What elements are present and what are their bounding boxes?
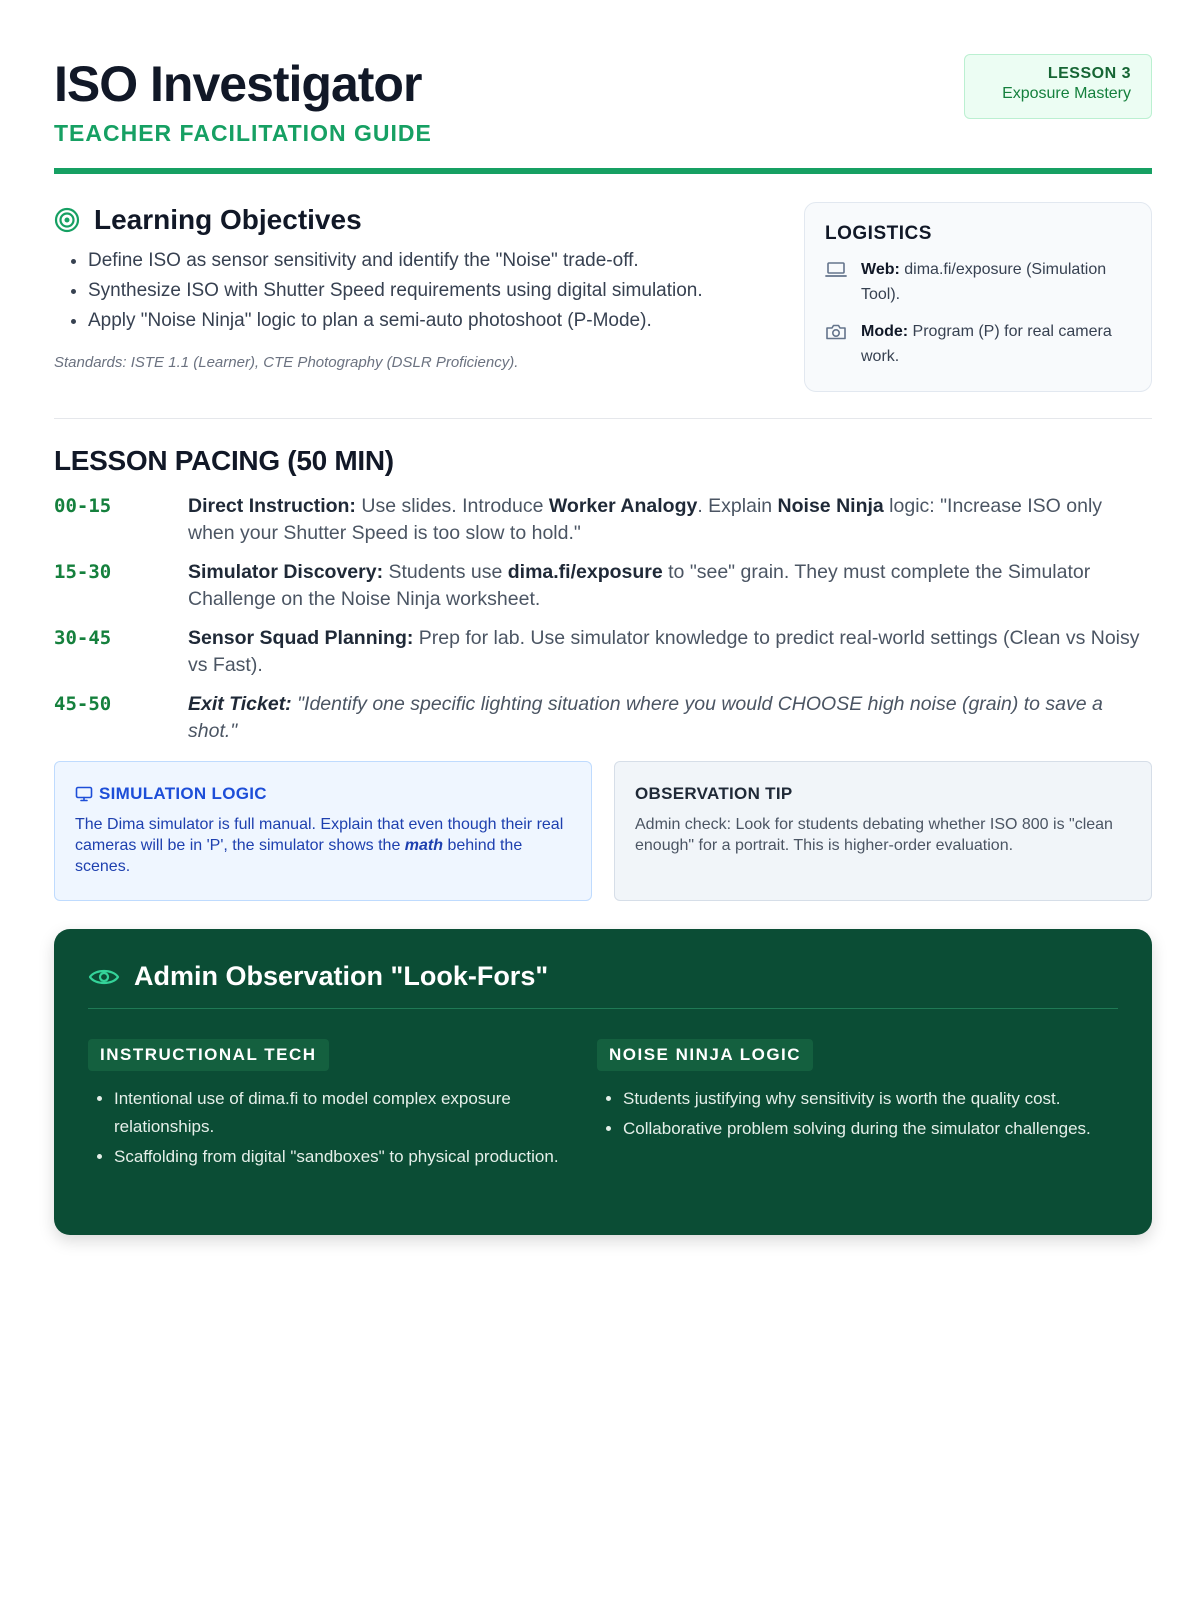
logistics-web	[825, 257, 1131, 307]
pacing-time: 15-30	[54, 561, 112, 583]
pacing-list	[54, 493, 1152, 745]
objectives-heading-text: Learning Objectives	[94, 204, 362, 235]
pacing-desc	[188, 493, 1152, 547]
pacing-text: . Explain	[697, 495, 778, 517]
list-item: • Collaborative problem solving during the simulator challenges.	[623, 1115, 1118, 1143]
lookfor-columns	[88, 1039, 1118, 1173]
column-label: INSTRUCTIONAL TECH	[88, 1039, 329, 1071]
list-item: • Apply "Noise Ninja" logic to plan a semi-auto photoshoot (P-Mode).	[88, 306, 774, 336]
page-subtitle: TEACHER FACILITATION GUIDE	[54, 120, 432, 146]
admin-heading	[88, 961, 1118, 1009]
objectives-row	[54, 202, 1152, 418]
pacing-row	[54, 625, 1152, 679]
pacing-text: Prep for lab. Use simulator knowledge to predict real-world settings (Clean vs Noisy vs Fast).	[188, 627, 1140, 676]
simulation-heading-text: SIMULATION LOGIC	[99, 784, 267, 803]
pacing-text: "Identify one specific lighting situation where you would CHOOSE high noise (grain) to save a shot."	[188, 693, 1103, 742]
observation-heading: OBSERVATION TIP	[635, 784, 793, 803]
pacing-label: Direct Instruction:	[188, 495, 356, 517]
web-label: Web:	[861, 261, 900, 278]
logistics-heading: LOGISTICS	[825, 223, 932, 244]
emphasis-math: math	[404, 837, 444, 854]
noise-ninja-column	[597, 1039, 1118, 1173]
guide-page	[54, 54, 1152, 1235]
info-boxes	[54, 761, 1152, 901]
pacing-heading: LESSON PACING (50 MIN)	[54, 445, 394, 476]
pacing-desc	[188, 691, 1152, 745]
list-item: • Define ISO as sensor sensitivity and identify the "Noise" trade-off.	[88, 246, 774, 276]
simulation-heading	[75, 784, 571, 804]
page-title: ISO Investigator	[54, 56, 422, 112]
logistics-card	[804, 202, 1152, 392]
standards-note: Standards: ISTE 1.1 (Learner), CTE Photography (DSLR Proficiency).	[54, 354, 519, 371]
lookfor-list	[88, 1085, 609, 1171]
target-icon	[54, 207, 80, 233]
pacing-bold: Worker Analogy	[548, 495, 698, 517]
lesson-topic: Exposure Mastery	[1002, 85, 1131, 102]
mode-text: Program (P) for real camera work.	[861, 323, 1112, 365]
pacing-row	[54, 559, 1152, 613]
mode-label: Mode:	[861, 323, 909, 340]
pacing-bold: Noise Ninja	[777, 495, 884, 517]
column-label: NOISE NINJA LOGIC	[597, 1039, 813, 1071]
lesson-badge	[964, 54, 1152, 119]
objectives-heading	[54, 202, 774, 238]
web-text: dima.fi/exposure (Simulation Tool).	[861, 261, 1107, 303]
pacing-row	[54, 493, 1152, 547]
pacing-row	[54, 691, 1152, 745]
pacing-text: Use slides. Introduce	[355, 495, 549, 517]
pacing-text: to "see" grain. They must complete the Simulator Challenge on the Noise Ninja worksheet.	[188, 561, 1091, 610]
monitor-icon	[75, 786, 93, 802]
pacing-desc	[188, 559, 1152, 613]
section-divider	[54, 418, 1152, 419]
pacing-text: Students use	[383, 561, 508, 583]
pacing-time: 45-50	[54, 693, 112, 715]
observation-text: Admin check: Look for students debating whether ISO 800 is "clean enough" for a portrait. This is higher-order evaluation.	[635, 816, 1113, 854]
pacing-time: 30-45	[54, 627, 112, 649]
simulation-logic-box	[54, 761, 592, 901]
list-item: • Scaffolding from digital "sandboxes" to physical production.	[114, 1143, 609, 1171]
camera-icon	[825, 319, 861, 369]
pacing-label: Exit Ticket:	[188, 693, 292, 715]
list-item: • Synthesize ISO with Shutter Speed requirements using digital simulation.	[88, 276, 774, 306]
admin-lookfors-panel	[54, 929, 1152, 1235]
lesson-number: LESSON 3	[1047, 65, 1131, 82]
list-item: • Intentional use of dima.fi to model complex exposure relationships.	[114, 1085, 609, 1141]
objectives-list	[54, 246, 774, 336]
pacing-time: 00-15	[54, 495, 112, 517]
pacing-bold: dima.fi/exposure	[507, 561, 663, 583]
observation-tip-box	[614, 761, 1152, 901]
eye-icon	[88, 966, 120, 988]
simulation-text: The Dima simulator is full manual. Explain that even though their real cameras will be in 'P', the simulator shows the math behind the scenes.	[75, 816, 564, 875]
instructional-tech-column	[88, 1039, 609, 1173]
pacing-text: logic: "Increase ISO only when your Shutter Speed is too slow to hold."	[188, 495, 1103, 544]
admin-heading-text: Admin Observation "Look-Fors"	[134, 961, 549, 991]
pacing-desc	[188, 625, 1152, 679]
header	[54, 54, 1152, 174]
lookfor-list	[597, 1085, 1118, 1143]
learning-objectives	[54, 202, 774, 371]
list-item: • Students justifying why sensitivity is worth the quality cost.	[623, 1085, 1118, 1113]
pacing-label: Sensor Squad Planning:	[188, 627, 414, 649]
laptop-icon	[825, 257, 861, 307]
pacing-label: Simulator Discovery:	[188, 561, 384, 583]
logistics-mode	[825, 319, 1131, 369]
